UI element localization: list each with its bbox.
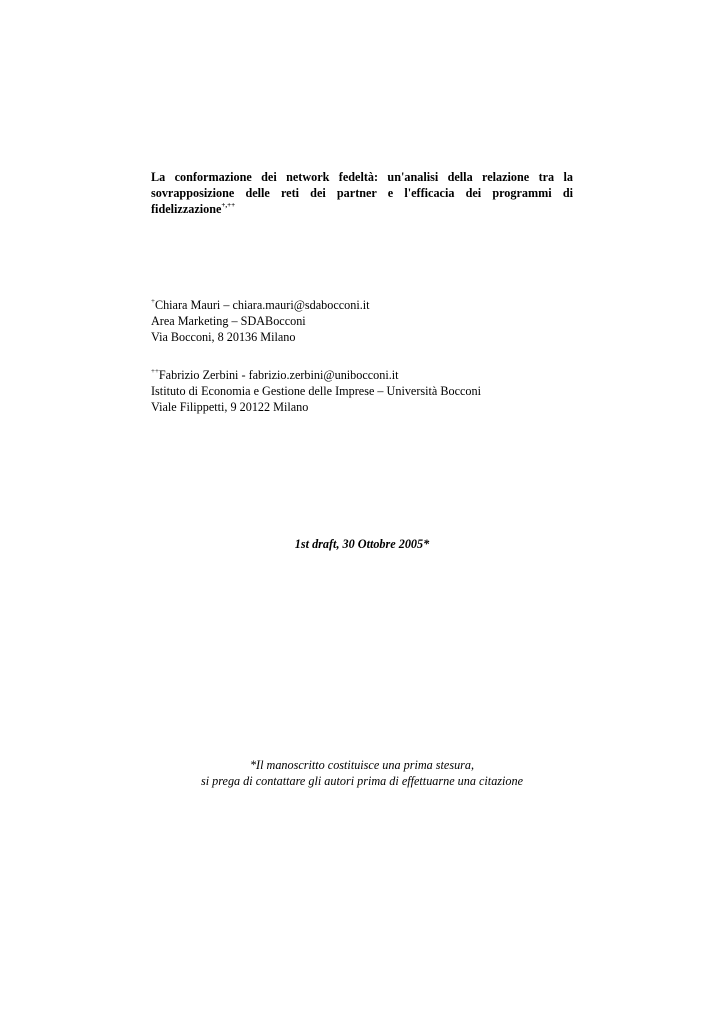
author-name-line <box>151 367 481 383</box>
author-name-line <box>151 297 370 313</box>
paper-title-text: La conformazione dei network fedeltà: un'analisi della relazione tra la sovrapposizione delle reti dei partner e l'efficacia dei programmi di fidelizzazione <box>151 170 573 216</box>
citation-note <box>0 757 724 789</box>
citation-note-line-2: si prega di contattare gli autori prima di effettuarne una citazione <box>200 774 524 788</box>
author-affiliation: Istituto di Economia e Gestione delle Imprese – Università Bocconi <box>151 384 481 398</box>
citation-note-line-1: *Il manoscritto costituisce una prima stesura, <box>249 758 475 772</box>
author-block-mauri <box>151 297 370 345</box>
draft-date: 1st draft, 30 Ottobre 2005* <box>294 537 430 551</box>
author-mark: + <box>151 296 155 305</box>
author-address: Via Bocconi, 8 20136 Milano <box>151 330 296 344</box>
author-address: Viale Filippetti, 9 20122 Milano <box>151 400 309 414</box>
title-footnote-marks: +,++ <box>221 200 236 209</box>
author-name-email: Chiara Mauri – chiara.mauri@sdabocconi.it <box>154 298 370 312</box>
author-block-zerbini <box>151 367 481 415</box>
author-name-email: Fabrizio Zerbini - fabrizio.zerbini@unibocconi.it <box>158 368 399 382</box>
author-mark: ++ <box>151 366 159 375</box>
author-affiliation: Area Marketing – SDABocconi <box>151 314 306 328</box>
paper-title <box>151 169 573 217</box>
